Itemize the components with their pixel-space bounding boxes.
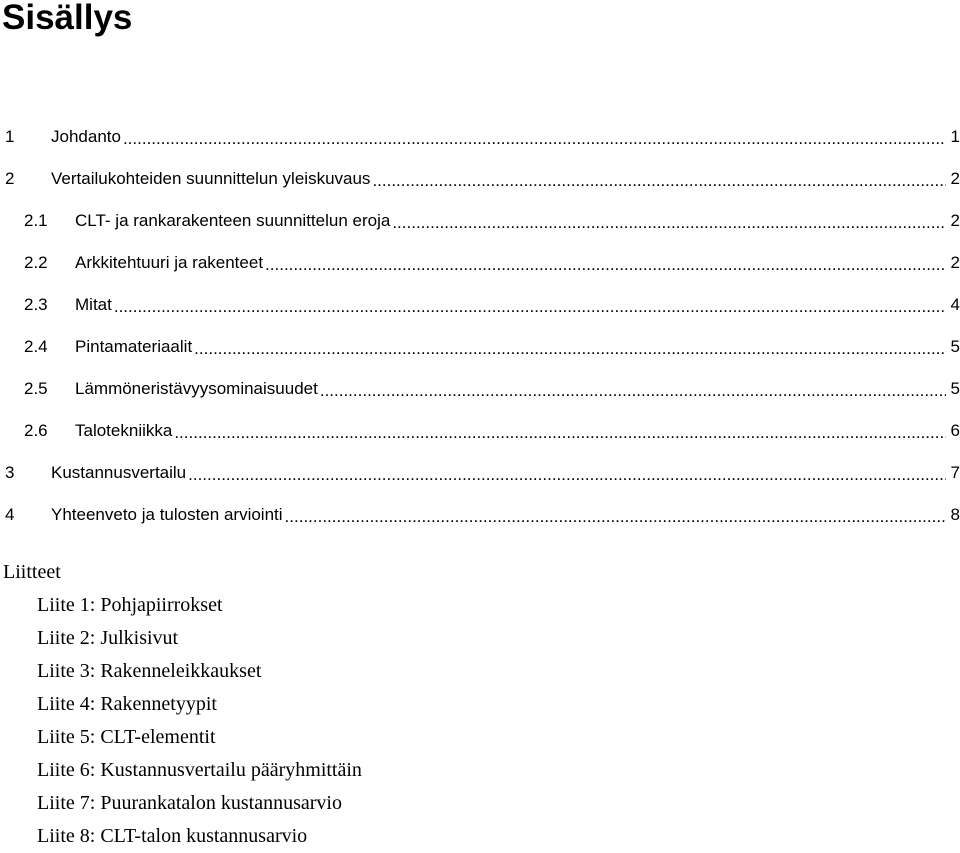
toc-entry-number: 2 (5, 169, 15, 188)
toc-entry-title: Lämmöneristävyysominaisuudet (75, 379, 318, 398)
toc-entry[interactable] (0, 116, 960, 158)
appendix-heading: Liitteet (3, 561, 61, 583)
toc-entry[interactable] (0, 326, 960, 368)
toc-entry[interactable] (0, 368, 960, 410)
toc-entry-page: 4 (950, 295, 960, 314)
toc-entry-number: 2.3 (24, 295, 48, 314)
toc-dot-leader (188, 466, 946, 483)
toc-entry-title: Yhteenveto ja tulosten arviointi (51, 505, 283, 524)
appendix-item: Liite 4: Rakennetyypit (37, 693, 217, 715)
appendix-item: Liite 1: Pohjapiirrokset (37, 594, 223, 616)
appendix-item: Liite 5: CLT-elementit (37, 726, 216, 748)
toc-entry-page: 7 (950, 463, 960, 482)
toc-entry-title: Johdanto (51, 127, 121, 146)
toc-dot-leader (194, 340, 946, 357)
toc-entry[interactable] (0, 158, 960, 200)
toc-entry-title: Pintamateriaalit (75, 337, 193, 356)
toc-entry-page: 8 (950, 505, 960, 524)
page-title: Sisällys (2, 0, 133, 37)
toc-entry[interactable] (0, 242, 960, 284)
appendix-item: Liite 2: Julkisivut (37, 627, 179, 649)
toc-dot-leader (123, 130, 946, 147)
toc-entry-number: 2.2 (24, 253, 48, 272)
appendix-item: Liite 6: Kustannusvertailu pääryhmittäin (37, 759, 362, 781)
toc-dot-leader (320, 382, 946, 399)
toc-dot-leader (174, 424, 946, 441)
toc-entry-page: 2 (950, 253, 960, 272)
toc-entry-number: 2.5 (24, 379, 48, 398)
appendix-list (3, 589, 362, 853)
appendix-item: Liite 3: Rakenneleikkaukset (37, 660, 262, 682)
toc-entry[interactable] (0, 410, 960, 452)
toc-entry-page: 5 (950, 379, 960, 398)
toc-entry-number: 3 (5, 463, 15, 482)
toc-entry-title: Mitat (75, 295, 112, 314)
toc-entry-page: 2 (950, 211, 960, 230)
toc-entry-title: Talotekniikka (75, 421, 173, 440)
toc-entry[interactable] (0, 452, 960, 494)
toc-entry-number: 2.6 (24, 421, 48, 440)
appendix-section (3, 556, 362, 853)
toc-entry-page: 2 (950, 169, 960, 188)
toc-dot-leader (265, 256, 946, 273)
table-of-contents (0, 116, 960, 536)
toc-entry-title: CLT- ja rankarakenteen suunnittelun eroja (75, 211, 391, 230)
toc-dot-leader (285, 508, 946, 525)
toc-entry[interactable] (0, 494, 960, 536)
toc-entry-title: Vertailukohteiden suunnittelun yleiskuvaus (51, 169, 371, 188)
toc-entry[interactable] (0, 200, 960, 242)
toc-dot-leader (372, 172, 946, 189)
appendix-item: Liite 8: CLT-talon kustannusarvio (37, 825, 308, 847)
toc-entry[interactable] (0, 284, 960, 326)
toc-entry-title: Kustannusvertailu (51, 463, 187, 482)
toc-entry-page: 1 (950, 127, 960, 146)
toc-entry-number: 2.4 (24, 337, 48, 356)
toc-entry-title: Arkkitehtuuri ja rakenteet (75, 253, 264, 272)
toc-entry-number: 1 (5, 127, 15, 146)
toc-entry-number: 2.1 (24, 211, 48, 230)
appendix-item: Liite 7: Puurankatalon kustannusarvio (37, 792, 342, 814)
toc-dot-leader (114, 298, 946, 315)
toc-entry-page: 5 (950, 337, 960, 356)
toc-entry-page: 6 (950, 421, 960, 440)
toc-dot-leader (392, 214, 946, 231)
toc-entry-number: 4 (5, 505, 15, 524)
